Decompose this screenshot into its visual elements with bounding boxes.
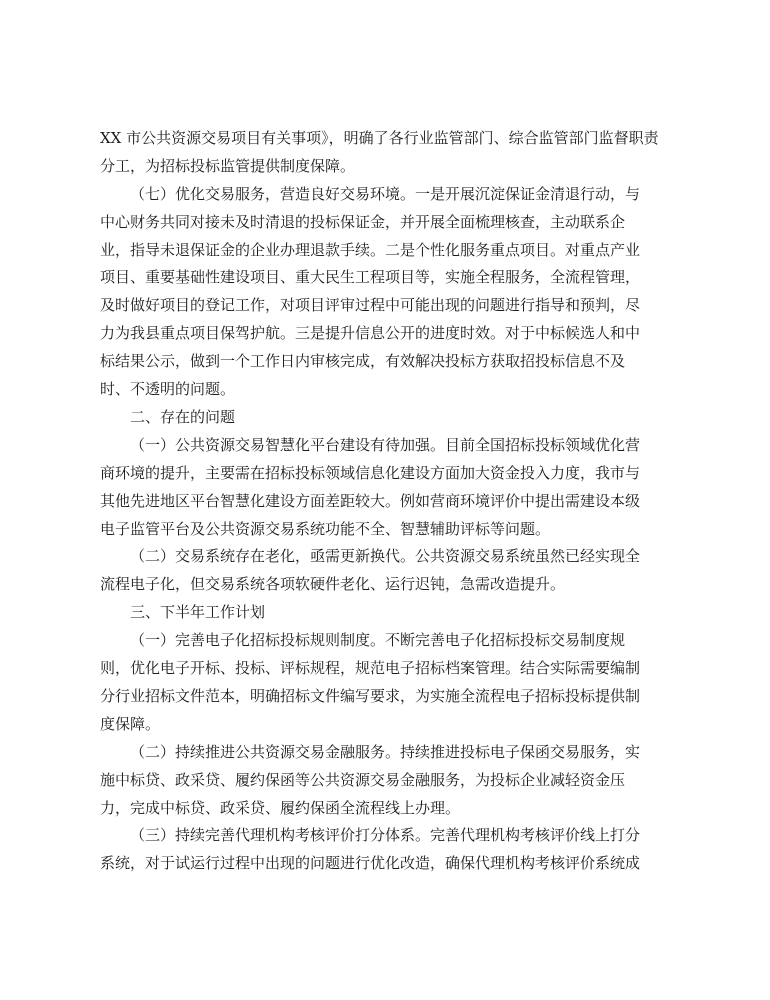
- text-line: 电子监管平台及公共资源交易系统功能不全、智慧辅助评标等问题。: [100, 520, 551, 538]
- paragraph-heading-2: （二）交易系统存在老化，亟需更新换代。公共资源交易系统虽然已经实现全: [130, 547, 641, 565]
- paragraph-heading-1: （一）完善电子化招标投标规则制度。不断完善电子化招标投标交易制度规: [130, 631, 626, 649]
- text-line: 力，完成中标贷、政采贷、履约保函全流程线上办理。: [100, 799, 461, 817]
- text-line: 系统，对于试运行过程中出现的问题进行优化改造，确保代理机构考核评价系统成: [100, 854, 641, 872]
- paragraph-heading-7: （七）优化交易服务，营造良好交易环境。一是开展沉淀保证金清退行动，与: [130, 185, 641, 203]
- text-line: 施中标贷、政采贷、履约保函等公共资源交易金融服务，为投标企业减轻资金压: [100, 771, 626, 789]
- paragraph-heading-2: （二）持续推进公共资源交易金融服务。持续推进投标电子保函交易服务，实: [130, 743, 641, 761]
- text-line: XX 市公共资源交易项目有关事项》，明确了各行业监管部门、综合监管部门监督职责: [100, 129, 659, 147]
- text-line: 分工，为招标投标监管提供制度保障。: [100, 157, 356, 175]
- text-line: 流程电子化，但交易系统各项软硬件老化、运行迟钝，急需改造提升。: [100, 575, 566, 593]
- section-heading-2: 二、存在的问题: [130, 408, 236, 426]
- text-line: 分行业招标文件范本，明确招标文件编写要求，为实施全流程电子招标投标提供制: [100, 687, 641, 705]
- text-line: 业，指导未退保证金的企业办理退款手续。二是个性化服务重点项目。对重点产业: [100, 241, 641, 259]
- text-line: 其他先进地区平台智慧化建设方面差距较大。例如营商环境评价中提出需建设本级: [100, 492, 641, 510]
- text-line: 标结果公示，做到一个工作日内审核完成，有效解决投标方获取招投标信息不及: [100, 352, 626, 370]
- text-line: 时、不透明的问题。: [100, 380, 236, 398]
- paragraph-heading-1: （一）公共资源交易智慧化平台建设有待加强。目前全国招标投标领域优化营: [130, 436, 641, 454]
- text-line: 度保障。: [100, 715, 161, 733]
- paragraph-heading-3: （三）持续完善代理机构考核评价打分体系。完善代理机构考核评价线上打分: [130, 826, 641, 844]
- text-line: 商环境的提升，主要需在招标投标领域信息化建设方面加大资金投入力度，我市与: [100, 464, 641, 482]
- text-line: 力为我县重点项目保驾护航。三是提升信息公开的进度时效。对于中标候选人和中: [100, 324, 641, 342]
- text-line: 则，优化电子开标、投标、评标规程，规范电子招标档案管理。结合实际需要编制: [100, 659, 641, 677]
- text-line: 及时做好项目的登记工作，对项目评审过程中可能出现的问题进行指导和预判，尽: [100, 296, 641, 314]
- text-line: 项目、重要基础性建设项目、重大民生工程项目等，实施全程服务，全流程管理，: [100, 268, 641, 286]
- text-line: 中心财务共同对接未及时清退的投标保证金，并开展全面梳理核查，主动联系企: [100, 213, 626, 231]
- section-heading-3: 三、下半年工作计划: [130, 603, 266, 621]
